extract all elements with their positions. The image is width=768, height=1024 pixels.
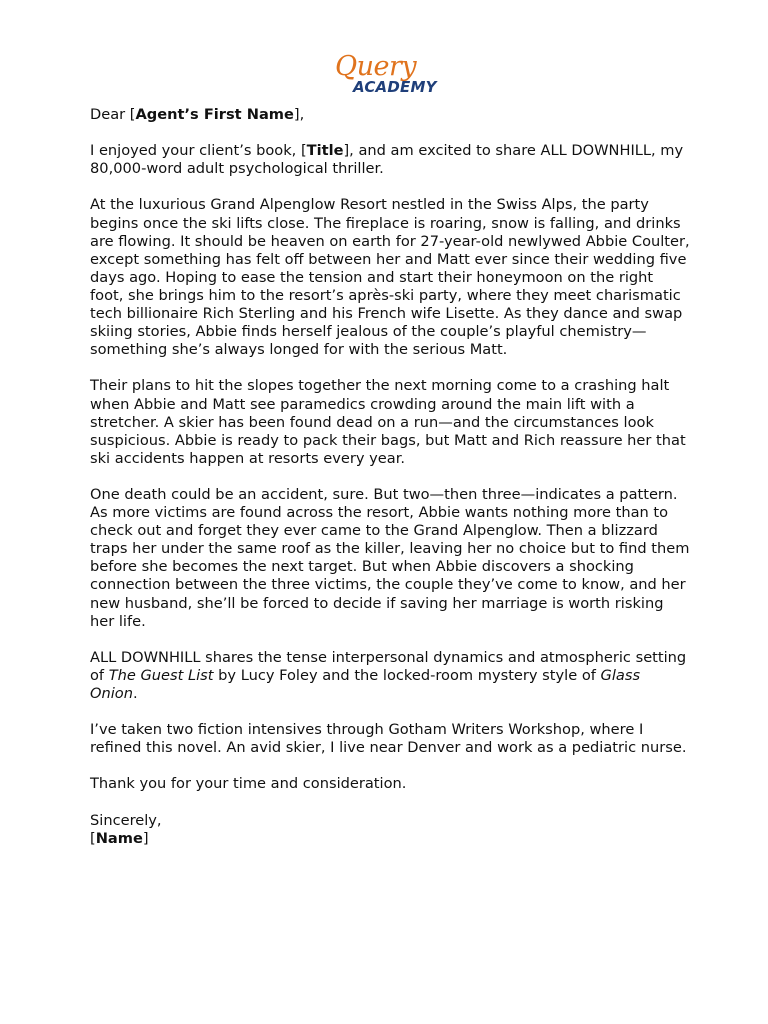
logo-academy-text: ACADEMY — [353, 78, 437, 96]
salutation-pre: Dear [ — [90, 106, 136, 123]
comp-title-2: Glass Onion — [90, 666, 641, 702]
query-letter — [90, 106, 690, 848]
title-placeholder: Title — [306, 142, 344, 160]
signoff-line: Sincerely, — [90, 811, 162, 829]
comp-title-1: The Guest List — [108, 666, 214, 684]
salutation-post: ], — [293, 106, 305, 123]
name-placeholder: Name — [95, 829, 143, 847]
logo-query-text: Query — [335, 51, 417, 82]
signature-line — [90, 830, 690, 848]
signature-post: ] — [142, 829, 149, 847]
agent-name-placeholder: Agent’s First Name — [135, 106, 294, 123]
bio-paragraph: I’ve taken two fiction intensives through Gotham Writers Workshop, where I refined this novel. An avid skier, I live near Denver and work as a pediatric nurse. — [90, 721, 687, 757]
salutation — [90, 106, 690, 124]
pitch-paragraph-2: Their plans to hit the slopes together the next morning come to a crashing halt when Abbie and Matt see paramedics crowding around the main lift with a stretcher. A skier has been found dead on a run—and the circumstances look suspicious. Abbie is ready to pack their bags, but Matt and Rich reassure her that ski accidents happen at resorts every year. — [90, 377, 686, 467]
query-academy-logo — [331, 50, 443, 102]
pitch-paragraph-3: One death could be an accident, sure. But two—then three—indicates a pattern. As more victims are found across the resort, Abbie wants nothing more than to check out and forget they ever came to the Grand Alpenglow. Then a blizzard traps her under the same roof as the killer, leaving her no choice but to find them before she becomes the next target. But when Abbie discovers a shocking connection between the three victims, the couple they’ve come to know, and her new husband, she’ll be forced to decide if saving her marriage is worth risking her life. — [90, 485, 690, 630]
signature-pre: [ — [90, 829, 96, 847]
intro-post: ], and am excited to share ALL DOWNHILL, my 80,000-word adult psychological thriller. — [90, 142, 684, 178]
comps-pre: ALL DOWNHILL shares the tense interpersonal dynamics and atmospheric setting of — [90, 648, 687, 684]
pitch-paragraph-1: At the luxurious Grand Alpenglow Resort nestled in the Swiss Alps, the party begins once the ski lifts close. The fireplace is roaring, snow is falling, and drinks are flowing. It should be heaven on earth for 27-year-old newlywed Abbie Coulter, except something has felt off between her and Matt ever since their wedding five days ago. Hoping to ease the tension and start their honeymoon on the right foot, she brings him to the resort’s après-ski party, where they meet charismatic tech billionaire Rich Sterling and his French wife Lisette. As they dance and swap skiing stories, Abbie finds herself jealous of the couple’s playful chemistry—something she’s always longed for with the serious Matt. — [90, 196, 690, 359]
intro-pre: I enjoyed your client’s book, [ — [90, 142, 307, 160]
comps-post: . — [132, 685, 138, 702]
intro-paragraph — [90, 142, 690, 178]
comps-mid: by Lucy Foley and the locked-room mystery style of — [213, 666, 601, 684]
thanks-line: Thank you for your time and consideration. — [90, 775, 407, 793]
comps-paragraph — [90, 649, 690, 703]
